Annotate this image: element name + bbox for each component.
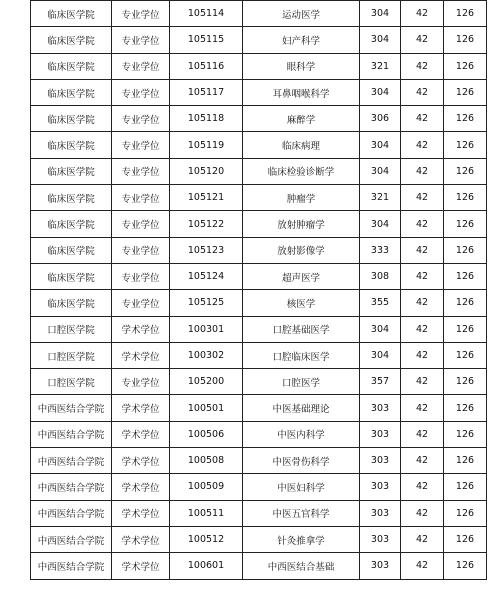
major-name-cell: 口腔临床医学 [243, 342, 360, 368]
total-score-cell: 304 [360, 79, 401, 105]
single-subject-100-cell: 42 [401, 526, 444, 552]
major-code-cell: 100301 [170, 316, 243, 342]
single-subject-100-cell: 42 [401, 27, 444, 53]
college-cell: 口腔医学院 [31, 316, 112, 342]
major-code-cell: 105125 [170, 290, 243, 316]
table-row [31, 27, 487, 53]
table-row [31, 263, 487, 289]
major-code-cell: 100601 [170, 553, 243, 579]
single-subject-100-cell: 42 [401, 237, 444, 263]
table-row [31, 553, 487, 579]
table-row [31, 395, 487, 421]
table-row [31, 185, 487, 211]
single-subject-150-cell: 126 [444, 369, 487, 395]
degree-type-cell: 学术学位 [112, 342, 170, 368]
single-subject-150-cell: 126 [444, 526, 487, 552]
single-subject-100-cell: 42 [401, 369, 444, 395]
total-score-cell: 304 [360, 211, 401, 237]
total-score-cell: 321 [360, 185, 401, 211]
single-subject-150-cell: 126 [444, 185, 487, 211]
total-score-cell: 357 [360, 369, 401, 395]
single-subject-100-cell: 42 [401, 553, 444, 579]
total-score-cell: 304 [360, 27, 401, 53]
table-row [31, 158, 487, 184]
table-row [31, 132, 487, 158]
college-cell: 临床医学院 [31, 237, 112, 263]
major-code-cell: 100511 [170, 500, 243, 526]
single-subject-100-cell: 42 [401, 342, 444, 368]
single-subject-100-cell: 42 [401, 132, 444, 158]
college-cell: 临床医学院 [31, 263, 112, 289]
degree-type-cell: 学术学位 [112, 316, 170, 342]
total-score-cell: 304 [360, 132, 401, 158]
single-subject-150-cell: 126 [444, 263, 487, 289]
major-name-cell: 临床检验诊断学 [243, 158, 360, 184]
major-code-cell: 105122 [170, 211, 243, 237]
total-score-cell: 304 [360, 1, 401, 27]
total-score-cell: 303 [360, 500, 401, 526]
degree-type-cell: 学术学位 [112, 500, 170, 526]
major-name-cell: 核医学 [243, 290, 360, 316]
major-name-cell: 中医骨伤科学 [243, 448, 360, 474]
college-cell: 临床医学院 [31, 290, 112, 316]
single-subject-100-cell: 42 [401, 290, 444, 316]
table-body [31, 1, 487, 580]
major-name-cell: 放射影像学 [243, 237, 360, 263]
college-cell: 中西医结合学院 [31, 526, 112, 552]
single-subject-150-cell: 126 [444, 79, 487, 105]
major-code-cell: 105114 [170, 1, 243, 27]
college-cell: 临床医学院 [31, 106, 112, 132]
major-name-cell: 中医妇科学 [243, 474, 360, 500]
degree-type-cell: 专业学位 [112, 211, 170, 237]
major-name-cell: 麻醉学 [243, 106, 360, 132]
single-subject-150-cell: 126 [444, 474, 487, 500]
major-name-cell: 超声医学 [243, 263, 360, 289]
college-cell: 临床医学院 [31, 132, 112, 158]
table-row [31, 500, 487, 526]
major-code-cell: 100302 [170, 342, 243, 368]
major-code-cell: 105124 [170, 263, 243, 289]
degree-type-cell: 专业学位 [112, 79, 170, 105]
degree-type-cell: 专业学位 [112, 27, 170, 53]
major-name-cell: 中医基础理论 [243, 395, 360, 421]
degree-type-cell: 学术学位 [112, 553, 170, 579]
table-row [31, 526, 487, 552]
single-subject-100-cell: 42 [401, 79, 444, 105]
major-name-cell: 运动医学 [243, 1, 360, 27]
college-cell: 中西医结合学院 [31, 421, 112, 447]
major-name-cell: 眼科学 [243, 53, 360, 79]
major-code-cell: 100509 [170, 474, 243, 500]
single-subject-150-cell: 126 [444, 553, 487, 579]
major-code-cell: 105200 [170, 369, 243, 395]
table-row [31, 421, 487, 447]
table-row [31, 53, 487, 79]
table-row [31, 1, 487, 27]
table-row [31, 106, 487, 132]
degree-type-cell: 专业学位 [112, 132, 170, 158]
single-subject-150-cell: 126 [444, 211, 487, 237]
major-code-cell: 105115 [170, 27, 243, 53]
major-code-cell: 105123 [170, 237, 243, 263]
table-row [31, 474, 487, 500]
single-subject-150-cell: 126 [444, 316, 487, 342]
single-subject-100-cell: 42 [401, 474, 444, 500]
degree-type-cell: 学术学位 [112, 448, 170, 474]
total-score-cell: 303 [360, 421, 401, 447]
single-subject-100-cell: 42 [401, 211, 444, 237]
degree-type-cell: 学术学位 [112, 421, 170, 447]
total-score-cell: 303 [360, 526, 401, 552]
single-subject-100-cell: 42 [401, 448, 444, 474]
college-cell: 中西医结合学院 [31, 448, 112, 474]
single-subject-100-cell: 42 [401, 185, 444, 211]
total-score-cell: 303 [360, 553, 401, 579]
major-code-cell: 105116 [170, 53, 243, 79]
table-row [31, 290, 487, 316]
major-code-cell: 100508 [170, 448, 243, 474]
single-subject-150-cell: 126 [444, 27, 487, 53]
single-subject-150-cell: 126 [444, 132, 487, 158]
major-name-cell: 妇产科学 [243, 27, 360, 53]
total-score-cell: 304 [360, 158, 401, 184]
college-cell: 临床医学院 [31, 79, 112, 105]
major-name-cell: 耳鼻咽喉科学 [243, 79, 360, 105]
single-subject-150-cell: 126 [444, 500, 487, 526]
total-score-cell: 304 [360, 342, 401, 368]
college-cell: 临床医学院 [31, 185, 112, 211]
single-subject-100-cell: 42 [401, 395, 444, 421]
single-subject-100-cell: 42 [401, 316, 444, 342]
degree-type-cell: 专业学位 [112, 158, 170, 184]
total-score-cell: 321 [360, 53, 401, 79]
total-score-cell: 303 [360, 474, 401, 500]
major-name-cell: 针灸推拿学 [243, 526, 360, 552]
single-subject-150-cell: 126 [444, 158, 487, 184]
table-row [31, 342, 487, 368]
total-score-cell: 355 [360, 290, 401, 316]
table-row [31, 448, 487, 474]
major-code-cell: 105121 [170, 185, 243, 211]
major-code-cell: 105119 [170, 132, 243, 158]
major-code-cell: 100512 [170, 526, 243, 552]
college-cell: 中西医结合学院 [31, 553, 112, 579]
major-name-cell: 肿瘤学 [243, 185, 360, 211]
table-row [31, 79, 487, 105]
major-name-cell: 中医五官科学 [243, 500, 360, 526]
total-score-cell: 306 [360, 106, 401, 132]
college-cell: 临床医学院 [31, 1, 112, 27]
degree-type-cell: 学术学位 [112, 474, 170, 500]
total-score-cell: 308 [360, 263, 401, 289]
major-name-cell: 临床病理 [243, 132, 360, 158]
major-code-cell: 105118 [170, 106, 243, 132]
degree-type-cell: 专业学位 [112, 237, 170, 263]
college-cell: 临床医学院 [31, 27, 112, 53]
single-subject-150-cell: 126 [444, 290, 487, 316]
major-name-cell: 口腔医学 [243, 369, 360, 395]
single-subject-100-cell: 42 [401, 263, 444, 289]
college-cell: 口腔医学院 [31, 342, 112, 368]
single-subject-100-cell: 42 [401, 500, 444, 526]
total-score-cell: 304 [360, 316, 401, 342]
degree-type-cell: 专业学位 [112, 263, 170, 289]
major-code-cell: 100506 [170, 421, 243, 447]
college-cell: 中西医结合学院 [31, 474, 112, 500]
major-name-cell: 放射肿瘤学 [243, 211, 360, 237]
major-code-cell: 105117 [170, 79, 243, 105]
table-row [31, 237, 487, 263]
college-cell: 口腔医学院 [31, 369, 112, 395]
single-subject-150-cell: 126 [444, 106, 487, 132]
degree-type-cell: 专业学位 [112, 53, 170, 79]
major-code-cell: 105120 [170, 158, 243, 184]
degree-type-cell: 专业学位 [112, 106, 170, 132]
single-subject-150-cell: 126 [444, 421, 487, 447]
college-cell: 中西医结合学院 [31, 500, 112, 526]
table-row [31, 316, 487, 342]
college-cell: 临床医学院 [31, 53, 112, 79]
degree-type-cell: 学术学位 [112, 395, 170, 421]
single-subject-150-cell: 126 [444, 53, 487, 79]
college-cell: 临床医学院 [31, 211, 112, 237]
single-subject-150-cell: 126 [444, 395, 487, 421]
score-table [30, 0, 487, 580]
single-subject-100-cell: 42 [401, 106, 444, 132]
total-score-cell: 303 [360, 395, 401, 421]
major-name-cell: 中医内科学 [243, 421, 360, 447]
degree-type-cell: 专业学位 [112, 369, 170, 395]
degree-type-cell: 专业学位 [112, 185, 170, 211]
college-cell: 中西医结合学院 [31, 395, 112, 421]
total-score-cell: 333 [360, 237, 401, 263]
single-subject-150-cell: 126 [444, 342, 487, 368]
major-name-cell: 中西医结合基础 [243, 553, 360, 579]
total-score-cell: 303 [360, 448, 401, 474]
college-cell: 临床医学院 [31, 158, 112, 184]
single-subject-150-cell: 126 [444, 237, 487, 263]
single-subject-150-cell: 126 [444, 1, 487, 27]
single-subject-100-cell: 42 [401, 1, 444, 27]
degree-type-cell: 专业学位 [112, 290, 170, 316]
single-subject-150-cell: 126 [444, 448, 487, 474]
degree-type-cell: 学术学位 [112, 526, 170, 552]
table-row [31, 211, 487, 237]
major-name-cell: 口腔基础医学 [243, 316, 360, 342]
degree-type-cell: 专业学位 [112, 1, 170, 27]
single-subject-100-cell: 42 [401, 53, 444, 79]
table-row [31, 369, 487, 395]
single-subject-100-cell: 42 [401, 158, 444, 184]
major-code-cell: 100501 [170, 395, 243, 421]
single-subject-100-cell: 42 [401, 421, 444, 447]
